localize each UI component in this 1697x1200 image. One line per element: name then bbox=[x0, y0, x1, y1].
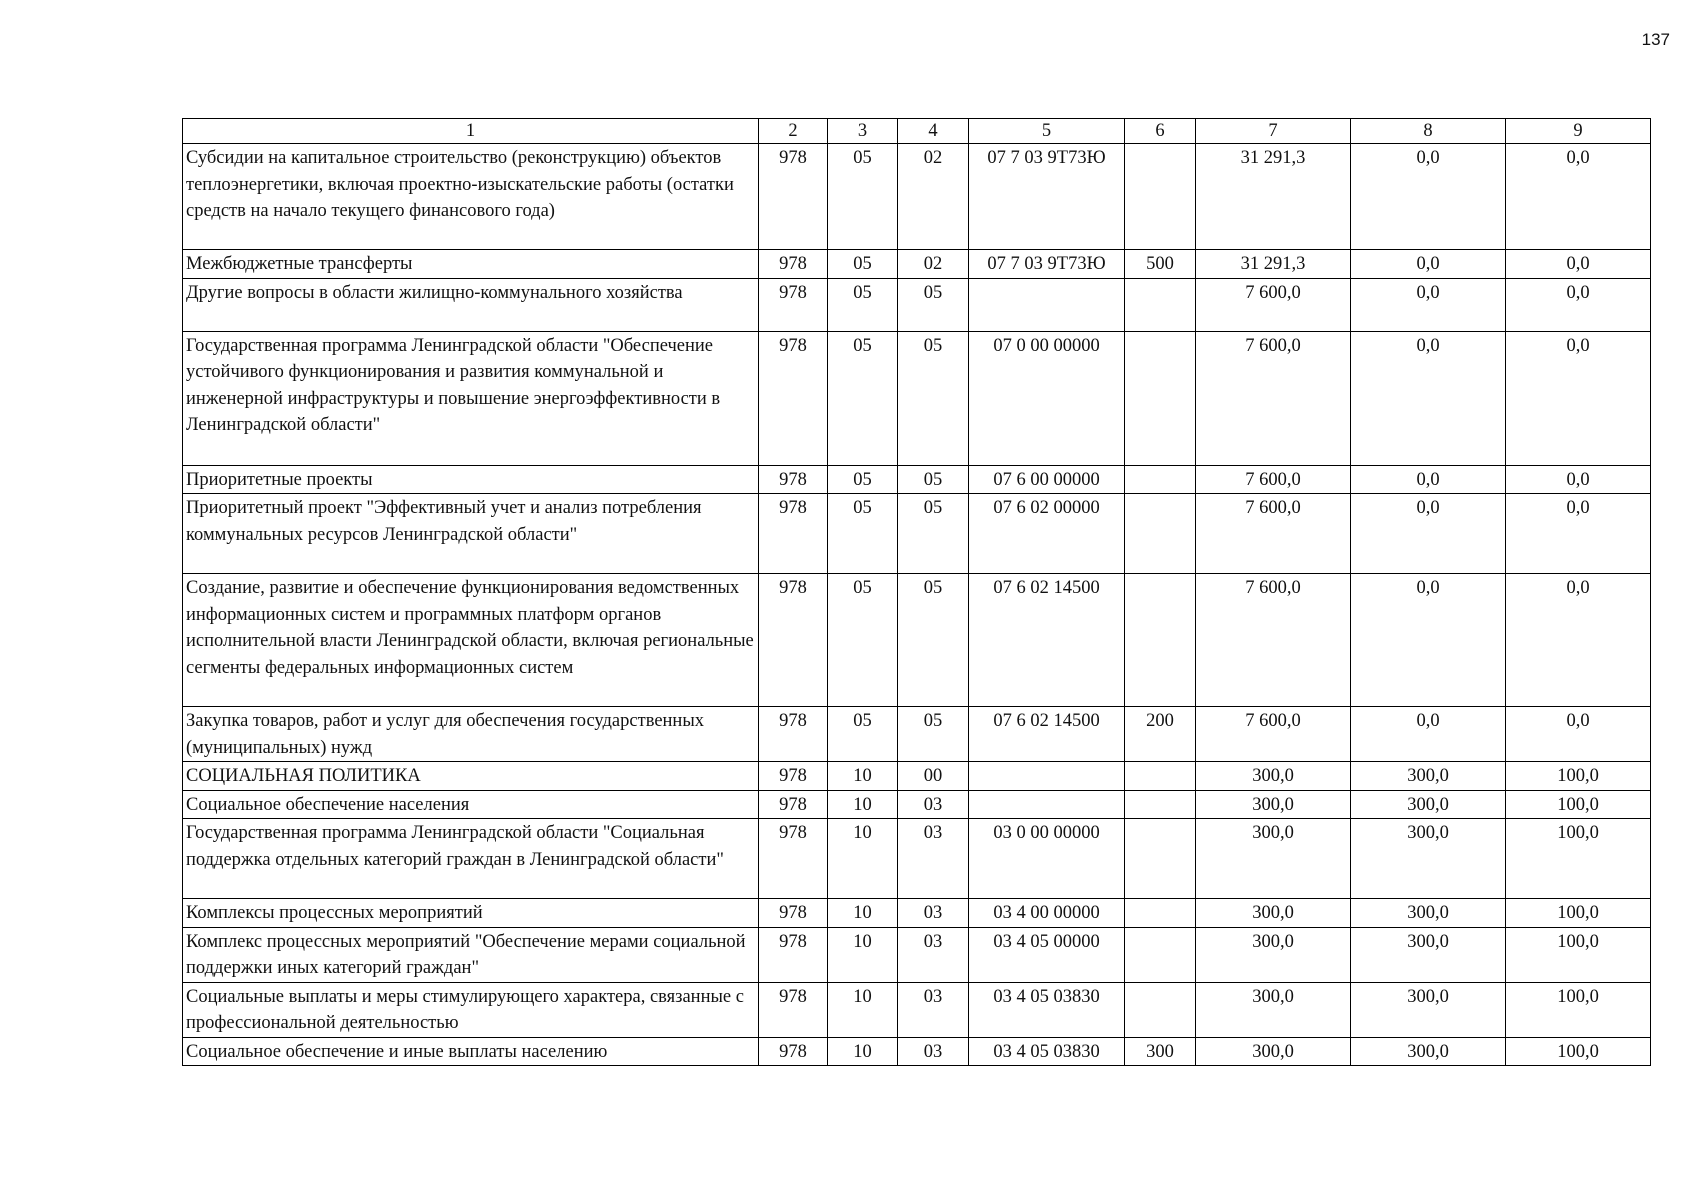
cell-col7: 7 600,0 bbox=[1196, 278, 1351, 331]
cell-ministry: 978 bbox=[759, 574, 828, 707]
cell-col8: 300,0 bbox=[1351, 982, 1506, 1037]
cell-subsection: 05 bbox=[898, 278, 969, 331]
cell-subsection: 05 bbox=[898, 331, 969, 465]
cell-subsection: 03 bbox=[898, 982, 969, 1037]
row-name: Закупка товаров, работ и услуг для обеспечения государственных (муниципальных) нужд bbox=[183, 707, 759, 762]
row-name: Социальные выплаты и меры стимулирующего характера, связанные с профессиональной деятельностью bbox=[183, 982, 759, 1037]
cell-col7: 300,0 bbox=[1196, 790, 1351, 819]
cell-target-article: 07 7 03 9Т73Ю bbox=[969, 250, 1125, 279]
cell-section: 10 bbox=[828, 790, 898, 819]
cell-subsection: 03 bbox=[898, 927, 969, 982]
cell-subsection: 00 bbox=[898, 762, 969, 791]
header-cell: 4 bbox=[898, 119, 969, 144]
cell-section: 10 bbox=[828, 762, 898, 791]
cell-subsection: 05 bbox=[898, 707, 969, 762]
cell-col8: 300,0 bbox=[1351, 790, 1506, 819]
cell-col8: 0,0 bbox=[1351, 465, 1506, 494]
cell-col9: 100,0 bbox=[1506, 927, 1651, 982]
cell-section: 10 bbox=[828, 982, 898, 1037]
cell-target-article bbox=[969, 790, 1125, 819]
cell-subsection: 05 bbox=[898, 494, 969, 574]
cell-ministry: 978 bbox=[759, 762, 828, 791]
cell-ministry: 978 bbox=[759, 790, 828, 819]
cell-expense-type: 500 bbox=[1125, 250, 1196, 279]
cell-col7: 300,0 bbox=[1196, 1037, 1351, 1066]
cell-expense-type bbox=[1125, 331, 1196, 465]
cell-col7: 7 600,0 bbox=[1196, 707, 1351, 762]
cell-col9: 0,0 bbox=[1506, 465, 1651, 494]
cell-target-article: 07 6 02 14500 bbox=[969, 574, 1125, 707]
cell-expense-type bbox=[1125, 927, 1196, 982]
cell-section: 10 bbox=[828, 927, 898, 982]
row-name: Государственная программа Ленинградской области "Социальная поддержка отдельных категорий граждан в Ленинградской области" bbox=[183, 819, 759, 899]
cell-section: 10 bbox=[828, 819, 898, 899]
cell-expense-type bbox=[1125, 465, 1196, 494]
cell-section: 10 bbox=[828, 1037, 898, 1066]
table-row bbox=[183, 250, 1651, 279]
page-number: 137 bbox=[1641, 30, 1670, 49]
cell-col8: 0,0 bbox=[1351, 278, 1506, 331]
cell-col8: 0,0 bbox=[1351, 331, 1506, 465]
cell-expense-type: 300 bbox=[1125, 1037, 1196, 1066]
cell-col7: 300,0 bbox=[1196, 762, 1351, 791]
cell-col9: 100,0 bbox=[1506, 762, 1651, 791]
cell-col8: 0,0 bbox=[1351, 250, 1506, 279]
table-row bbox=[183, 494, 1651, 574]
budget-table bbox=[182, 118, 1651, 1066]
row-name: Комплекс процессных мероприятий "Обеспечение мерами социальной поддержки иных категорий граждан" bbox=[183, 927, 759, 982]
cell-col7: 7 600,0 bbox=[1196, 574, 1351, 707]
cell-ministry: 978 bbox=[759, 278, 828, 331]
row-name: Комплексы процессных мероприятий bbox=[183, 899, 759, 928]
row-name: Создание, развитие и обеспечение функционирования ведомственных информационных систем и программных платформ органов исполнительной власти Ленинградской области, включая региональные сегменты федеральных информационных систем bbox=[183, 574, 759, 707]
cell-col8: 300,0 bbox=[1351, 819, 1506, 899]
cell-expense-type bbox=[1125, 144, 1196, 250]
cell-ministry: 978 bbox=[759, 899, 828, 928]
cell-subsection: 03 bbox=[898, 819, 969, 899]
cell-section: 05 bbox=[828, 494, 898, 574]
header-cell: 1 bbox=[183, 119, 759, 144]
header-cell: 5 bbox=[969, 119, 1125, 144]
cell-target-article: 07 7 03 9Т73Ю bbox=[969, 144, 1125, 250]
cell-ministry: 978 bbox=[759, 494, 828, 574]
cell-ministry: 978 bbox=[759, 982, 828, 1037]
cell-expense-type: 200 bbox=[1125, 707, 1196, 762]
cell-section: 05 bbox=[828, 331, 898, 465]
header-cell: 6 bbox=[1125, 119, 1196, 144]
cell-ministry: 978 bbox=[759, 144, 828, 250]
cell-col9: 100,0 bbox=[1506, 1037, 1651, 1066]
cell-target-article: 03 4 05 03830 bbox=[969, 1037, 1125, 1066]
cell-subsection: 05 bbox=[898, 574, 969, 707]
cell-col8: 300,0 bbox=[1351, 927, 1506, 982]
cell-col7: 7 600,0 bbox=[1196, 494, 1351, 574]
cell-target-article: 07 0 00 00000 bbox=[969, 331, 1125, 465]
table-row bbox=[183, 762, 1651, 791]
cell-ministry: 978 bbox=[759, 927, 828, 982]
header-row bbox=[183, 119, 1651, 144]
cell-ministry: 978 bbox=[759, 465, 828, 494]
cell-col9: 100,0 bbox=[1506, 982, 1651, 1037]
cell-expense-type bbox=[1125, 494, 1196, 574]
table-row bbox=[183, 790, 1651, 819]
cell-section: 10 bbox=[828, 899, 898, 928]
row-name: СОЦИАЛЬНАЯ ПОЛИТИКА bbox=[183, 762, 759, 791]
cell-ministry: 978 bbox=[759, 1037, 828, 1066]
cell-target-article bbox=[969, 278, 1125, 331]
cell-col9: 0,0 bbox=[1506, 144, 1651, 250]
cell-col9: 100,0 bbox=[1506, 819, 1651, 899]
cell-target-article: 07 6 02 00000 bbox=[969, 494, 1125, 574]
cell-expense-type bbox=[1125, 574, 1196, 707]
cell-col9: 0,0 bbox=[1506, 707, 1651, 762]
table-row bbox=[183, 982, 1651, 1037]
cell-col8: 0,0 bbox=[1351, 144, 1506, 250]
cell-ministry: 978 bbox=[759, 819, 828, 899]
cell-ministry: 978 bbox=[759, 250, 828, 279]
table-row bbox=[183, 819, 1651, 899]
cell-target-article bbox=[969, 762, 1125, 791]
cell-col7: 31 291,3 bbox=[1196, 250, 1351, 279]
header-cell: 3 bbox=[828, 119, 898, 144]
table-row bbox=[183, 1037, 1651, 1066]
cell-col8: 300,0 bbox=[1351, 1037, 1506, 1066]
row-name: Социальное обеспечение и иные выплаты населению bbox=[183, 1037, 759, 1066]
cell-target-article: 07 6 02 14500 bbox=[969, 707, 1125, 762]
cell-col9: 0,0 bbox=[1506, 250, 1651, 279]
cell-col9: 100,0 bbox=[1506, 899, 1651, 928]
row-name: Государственная программа Ленинградской области "Обеспечение устойчивого функционирования и развития коммунальной и инженерной инфраструктуры и повышение энергоэффективности в Ленинградской области" bbox=[183, 331, 759, 465]
table-row bbox=[183, 278, 1651, 331]
cell-col7: 300,0 bbox=[1196, 819, 1351, 899]
cell-subsection: 03 bbox=[898, 790, 969, 819]
cell-col7: 7 600,0 bbox=[1196, 465, 1351, 494]
cell-target-article: 03 4 05 00000 bbox=[969, 927, 1125, 982]
cell-target-article: 03 4 05 03830 bbox=[969, 982, 1125, 1037]
cell-col9: 0,0 bbox=[1506, 574, 1651, 707]
cell-subsection: 02 bbox=[898, 250, 969, 279]
cell-target-article: 07 6 00 00000 bbox=[969, 465, 1125, 494]
row-name: Другие вопросы в области жилищно-коммунального хозяйства bbox=[183, 278, 759, 331]
cell-expense-type bbox=[1125, 278, 1196, 331]
row-name: Социальное обеспечение населения bbox=[183, 790, 759, 819]
cell-col7: 7 600,0 bbox=[1196, 331, 1351, 465]
cell-section: 05 bbox=[828, 465, 898, 494]
table-row bbox=[183, 707, 1651, 762]
row-name: Приоритетные проекты bbox=[183, 465, 759, 494]
cell-ministry: 978 bbox=[759, 331, 828, 465]
cell-col8: 300,0 bbox=[1351, 899, 1506, 928]
cell-col8: 0,0 bbox=[1351, 707, 1506, 762]
cell-subsection: 03 bbox=[898, 899, 969, 928]
cell-col7: 300,0 bbox=[1196, 899, 1351, 928]
header-cell: 9 bbox=[1506, 119, 1651, 144]
cell-col8: 0,0 bbox=[1351, 494, 1506, 574]
cell-expense-type bbox=[1125, 790, 1196, 819]
table-row bbox=[183, 927, 1651, 982]
cell-col9: 0,0 bbox=[1506, 331, 1651, 465]
cell-expense-type bbox=[1125, 762, 1196, 791]
cell-target-article: 03 4 00 00000 bbox=[969, 899, 1125, 928]
table-row bbox=[183, 144, 1651, 250]
cell-expense-type bbox=[1125, 899, 1196, 928]
cell-col9: 0,0 bbox=[1506, 494, 1651, 574]
header-cell: 2 bbox=[759, 119, 828, 144]
table-row bbox=[183, 574, 1651, 707]
cell-expense-type bbox=[1125, 819, 1196, 899]
header-cell: 7 bbox=[1196, 119, 1351, 144]
table-row bbox=[183, 331, 1651, 465]
table-row bbox=[183, 465, 1651, 494]
cell-section: 05 bbox=[828, 574, 898, 707]
cell-subsection: 05 bbox=[898, 465, 969, 494]
cell-col8: 0,0 bbox=[1351, 574, 1506, 707]
cell-expense-type bbox=[1125, 982, 1196, 1037]
row-name: Субсидии на капитальное строительство (реконструкцию) объектов теплоэнергетики, включая проектно-изыскательские работы (остатки средств на начало текущего финансового года) bbox=[183, 144, 759, 250]
row-name: Межбюджетные трансферты bbox=[183, 250, 759, 279]
row-name: Приоритетный проект "Эффективный учет и анализ потребления коммунальных ресурсов Ленинградской области" bbox=[183, 494, 759, 574]
cell-col7: 300,0 bbox=[1196, 927, 1351, 982]
cell-col9: 100,0 bbox=[1506, 790, 1651, 819]
cell-section: 05 bbox=[828, 250, 898, 279]
header-cell: 8 bbox=[1351, 119, 1506, 144]
cell-col9: 0,0 bbox=[1506, 278, 1651, 331]
cell-ministry: 978 bbox=[759, 707, 828, 762]
cell-col7: 31 291,3 bbox=[1196, 144, 1351, 250]
cell-subsection: 03 bbox=[898, 1037, 969, 1066]
cell-target-article: 03 0 00 00000 bbox=[969, 819, 1125, 899]
cell-section: 05 bbox=[828, 144, 898, 250]
cell-col7: 300,0 bbox=[1196, 982, 1351, 1037]
cell-section: 05 bbox=[828, 707, 898, 762]
cell-subsection: 02 bbox=[898, 144, 969, 250]
cell-col8: 300,0 bbox=[1351, 762, 1506, 791]
cell-section: 05 bbox=[828, 278, 898, 331]
table-row bbox=[183, 899, 1651, 928]
